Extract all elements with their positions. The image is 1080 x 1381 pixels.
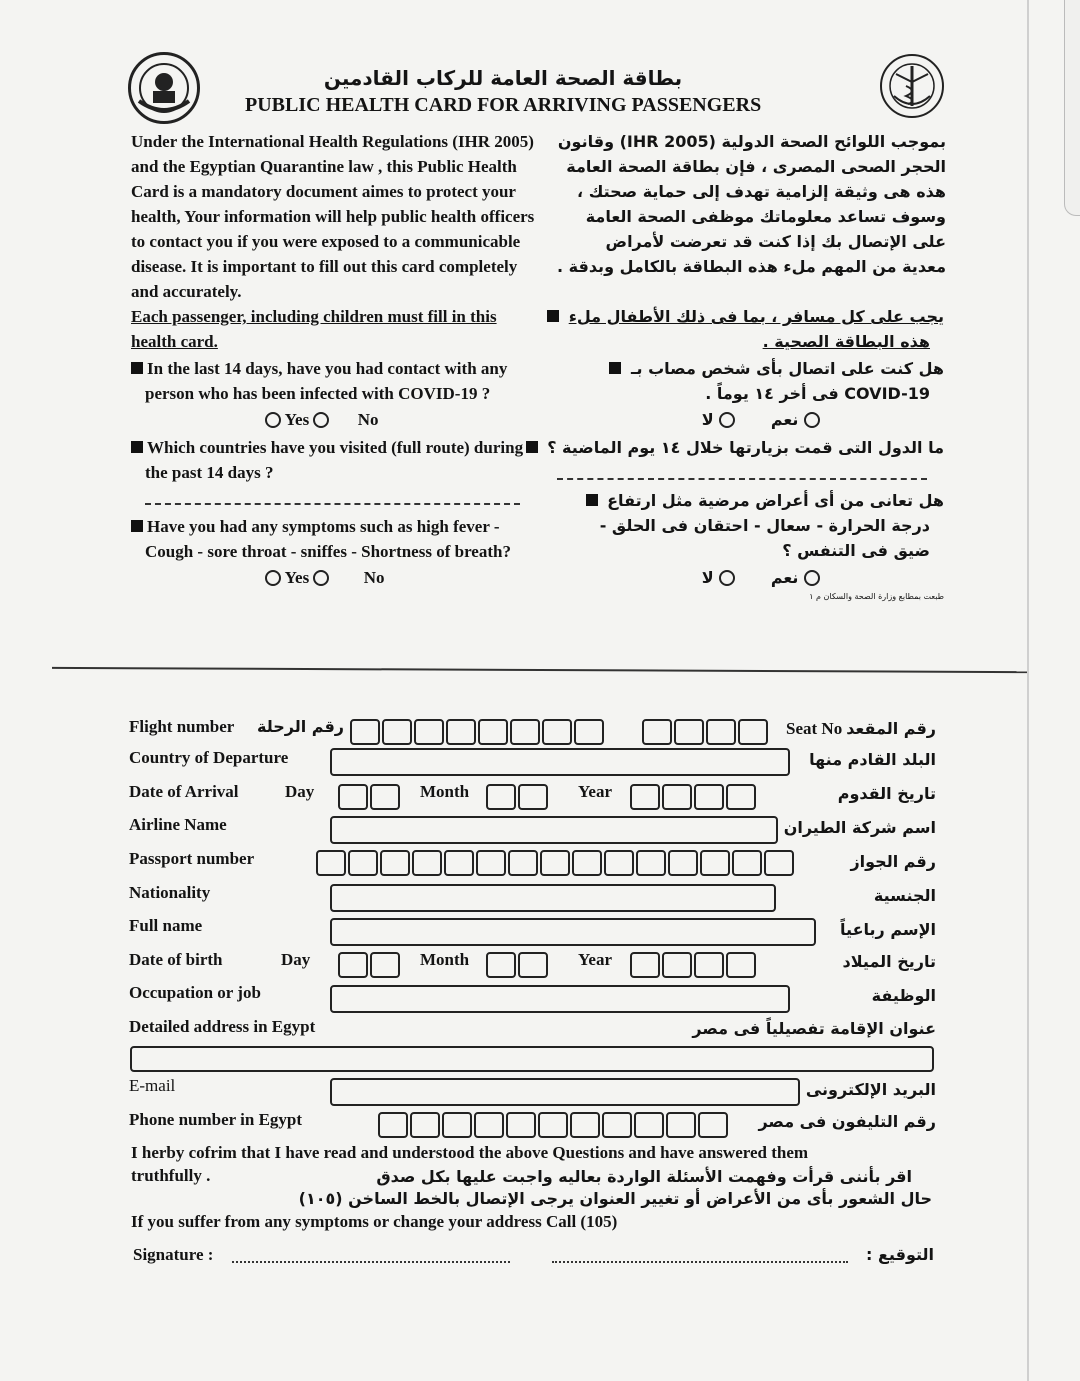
address-label-en: Detailed address in Egypt [129, 1017, 316, 1036]
title-ar: بطاقة الصحة العامة للركاب القادمين [323, 66, 683, 90]
signature-label-en: Signature : [133, 1245, 214, 1264]
address-label-ar: عنوان الإقامة تفصيلياً فى مصر [692, 1019, 936, 1038]
q2-en-line: Which countries have you visited (full route) during [147, 438, 524, 457]
intro-en-line: and accurately. [131, 282, 242, 301]
departure-label-ar: البلد القادم منها [809, 750, 936, 769]
page-edge-line [1027, 0, 1029, 1381]
intro-en-line: health, Your information will help public health officers [131, 207, 535, 226]
intro-en-line: disease. It is important to fill out this card completely [131, 257, 518, 276]
q1-radio-circle[interactable] [313, 412, 329, 428]
intro-ar-line: هذه هى وثيقة إلزامية تهدف إلى حماية صحتك ، [577, 182, 946, 201]
departure-label-en: Country of Departure [129, 748, 289, 767]
yes-label: Yes [284, 568, 310, 587]
q3-en-line: Cough - sore throat - sniffes - Shortness of breath? [145, 542, 511, 561]
declaration-en-2: truthfully . [131, 1166, 211, 1185]
email-label-en: E-mail [129, 1076, 176, 1095]
q2-en [131, 435, 523, 485]
airline-label-en: Airline Name [129, 815, 227, 834]
q3-yes-radio[interactable] [265, 570, 281, 586]
yes-ar-label: نعم [770, 410, 799, 429]
q3-en [131, 514, 511, 564]
no-label: No [357, 410, 379, 429]
dob-day-label: Day [281, 950, 311, 969]
dob-month-label: Month [420, 950, 470, 969]
notice-ar-line: هذه البطاقة الصحية . [762, 332, 930, 351]
fullname-label-en: Full name [129, 916, 203, 935]
bullet-icon [131, 362, 143, 374]
tear-divider [52, 667, 1027, 673]
intro-ar-line: على الإتصال بك إذا كنت قد تعرضت لأمراض [605, 232, 946, 251]
q2-answer-line-en[interactable] [145, 503, 520, 505]
job-label-ar: الوظيفة [871, 986, 936, 1005]
intro-ar-line: بموجب اللوائح الصحة الدولية (IHR 2005) وقانون [557, 132, 946, 151]
caduceus-logo [880, 54, 944, 118]
q1-ar-options [660, 410, 820, 429]
arrival-label-en: Date of Arrival [129, 782, 239, 801]
q1-ar-line: COVID-19 فى أخر ١٤ يوماً . [705, 384, 930, 403]
flight-label-ar: رقم الرحلة [256, 717, 344, 736]
notice-ar-line: يجب على كل مسافر ، بما فى ذلك الأطفال ملء [568, 307, 944, 326]
bullet-icon [586, 494, 598, 506]
declaration-en-3: If you suffer from any symptoms or change your address Call (105) [131, 1212, 618, 1231]
q1-yes-ar-radio[interactable] [804, 412, 820, 428]
q1-en-options [265, 410, 378, 430]
q2-en-line: the past 14 days ? [145, 463, 274, 482]
q1-yes-radio[interactable] [265, 412, 281, 428]
nationality-field[interactable] [330, 884, 776, 912]
q3-yes-ar-radio[interactable] [804, 570, 820, 586]
passport-label-ar: رقم الجواز [850, 852, 936, 871]
seat-label-ar: رقم المقعد [846, 719, 936, 738]
dob-label-ar: تاريخ الميلاد [842, 952, 936, 971]
q3-ar-line: درجة الحرارة - سعال - احتقان فى الحلق - [599, 516, 930, 535]
fullname-field[interactable] [330, 918, 816, 946]
nationality-label-ar: الجنسية [873, 886, 936, 905]
q3-ar-options [660, 568, 820, 587]
arrival-year-label: Year [578, 782, 612, 801]
bullet-icon [131, 441, 143, 453]
intro-en-line: to contact you if you were exposed to a communicable [131, 232, 521, 251]
passport-label-en: Passport number [129, 849, 255, 868]
q3-ar [548, 488, 944, 563]
q3-radio-circle[interactable] [313, 570, 329, 586]
bullet-icon [547, 310, 559, 322]
seat-label-en: Seat No [786, 719, 843, 738]
airline-label-ar: اسم شركة الطيران [783, 818, 936, 837]
no-ar-label: لا [701, 568, 714, 587]
q2-ar [548, 435, 944, 460]
phone-label-en: Phone number in Egypt [129, 1110, 303, 1129]
phone-label-ar: رقم التليفون فى مصر [758, 1112, 936, 1131]
q2-answer-line-ar[interactable] [557, 478, 927, 480]
dob-label-en: Date of birth [129, 950, 223, 969]
q3-ar-line: ضيق فى التنفس ؟ [782, 541, 930, 560]
declaration-en-1: I herby cofrim that I have read and understood the above Questions and have answered them [131, 1143, 809, 1162]
q1-en [131, 356, 507, 406]
intro-ar-line: معدية من المهم ملء هذه البطاقة بالكامل وبدقة . [556, 257, 946, 276]
passengers-notice-ar [548, 304, 944, 354]
notice-en-line: health card. [131, 332, 218, 351]
q1-ar [548, 356, 944, 406]
email-field[interactable] [330, 1078, 800, 1106]
q2-ar-line: ما الدول التى قمت بزيارتها خلال ١٤ يوم الماضية ؟ [547, 438, 944, 457]
signature-label-ar: التوقيع : [866, 1245, 934, 1264]
passengers-notice-en [131, 304, 497, 354]
printer-note: طبعت بمطابع وزارة الصحة والسكان م ١ [809, 592, 944, 601]
arrival-day-label: Day [285, 782, 315, 801]
nationality-label-en: Nationality [129, 883, 211, 902]
departure-field[interactable] [330, 748, 790, 776]
q1-ar-line: هل كنت على اتصال بأى شخص مصاب بـ [631, 359, 944, 378]
bullet-icon [526, 441, 538, 453]
airline-field[interactable] [330, 816, 778, 844]
title-en: PUBLIC HEALTH CARD FOR ARRIVING PASSENGERS [245, 94, 762, 116]
fullname-label-ar: الإسم رباعياً [840, 920, 936, 939]
notice-en-line: Each passenger, including children must fill in this [131, 307, 497, 326]
job-label-en: Occupation or job [129, 983, 261, 1002]
no-label: No [363, 568, 385, 587]
intro-en-line: Card is a mandatory document aimes to protect your [131, 182, 516, 201]
bullet-icon [131, 520, 143, 532]
bullet-icon [609, 362, 621, 374]
intro-en [131, 129, 534, 304]
signature-line-ar[interactable] [552, 1261, 848, 1263]
intro-ar-line: وسوف تساعد معلوماتك موظفى الصحة العامة [585, 207, 946, 226]
arrival-month-label: Month [420, 782, 470, 801]
declaration-ar-1: اقر بأننى قرأت وفهمت الأسئلة الواردة بعاليه واجبت عليها بكل صدق [376, 1167, 912, 1186]
q1-en-line: In the last 14 days, have you had contact with any [147, 359, 508, 378]
job-field[interactable] [330, 985, 790, 1013]
flight-label-en: Flight number [129, 717, 235, 736]
no-ar-label: لا [701, 410, 714, 429]
address-field[interactable] [130, 1046, 934, 1072]
email-label-ar: البريد الإلكترونى [805, 1080, 936, 1099]
yes-ar-label: نعم [770, 568, 799, 587]
q3-no-ar-radio[interactable] [719, 570, 735, 586]
q3-ar-line: هل تعانى من أى أعراض مرضية مثل ارتفاع [607, 491, 944, 510]
arrival-label-ar: تاريخ القدوم [837, 784, 936, 803]
declaration-ar-2: حال الشعور بأى من الأعراض أو تغيير العنوان يرجى الإتصال بالخط الساخن (١٠٥) [298, 1189, 932, 1208]
ministry-logo [128, 52, 200, 124]
intro-en-line: and the Egyptian Quarantine law , this Public Health [131, 157, 517, 176]
intro-en-line: Under the International Health Regulations (IHR 2005) [131, 132, 534, 151]
dob-year-label: Year [578, 950, 612, 969]
q3-en-line: Have you had any symptoms such as high fever - [147, 517, 500, 536]
intro-ar [548, 129, 946, 279]
signature-line-en[interactable] [232, 1261, 510, 1263]
page-edge-shadow [1064, 0, 1080, 216]
yes-label: Yes [284, 410, 310, 429]
q3-en-options [265, 568, 384, 588]
q1-en-line: person who has been infected with COVID-19 ? [145, 384, 491, 403]
intro-ar-line: الحجر الصحى المصرى ، فإن بطاقة الصحة العامة [566, 157, 946, 176]
q1-no-ar-radio[interactable] [719, 412, 735, 428]
